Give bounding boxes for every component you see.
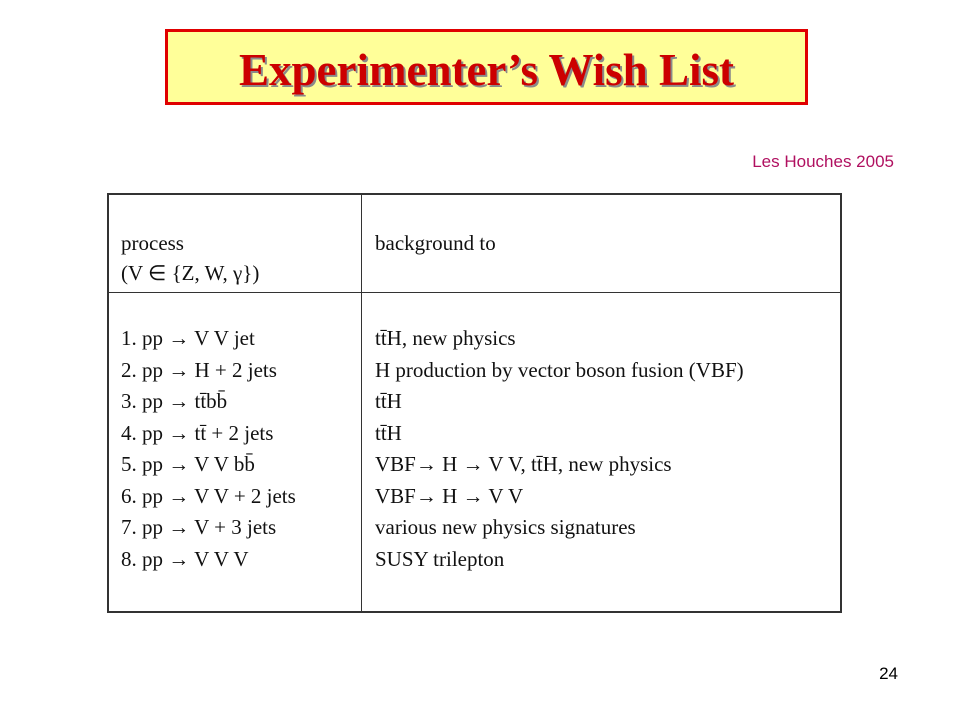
table-row-process: 7. pp → V + 3 jets [121, 515, 277, 539]
table-row-background: VBF→ H → V V [375, 483, 524, 508]
table-row-process: 6. pp → V V + 2 jets [121, 483, 296, 508]
table-row-process: 2. pp → H + 2 jets [121, 357, 277, 382]
table-row-process: 5. pp → V V bb̄ [121, 452, 255, 476]
process-header-note: (V ∈ {Z, W, γ}) [121, 261, 260, 285]
table-row-process: 3. pp → tt̄bb̄ [121, 389, 228, 413]
slide-title: Experimenter’s Wish List [239, 45, 734, 95]
title-box [165, 29, 808, 105]
process-header-cell [121, 228, 259, 288]
table-row-background: VBF→ H → V V, tt̄H, new physics [375, 452, 672, 476]
process-column [121, 323, 296, 575]
table-row-background: tt̄H [375, 389, 402, 413]
table-row-background: H production by vector boson fusion (VBF) [375, 357, 744, 382]
background-header: background to [375, 231, 496, 255]
table-row-process: 4. pp → tt̄ + 2 jets [121, 420, 274, 445]
page-number: 24 [879, 664, 898, 683]
table-row-background: various new physics signatures [375, 515, 636, 539]
table-row-background: tt̄H [375, 420, 402, 445]
source-note: Les Houches 2005 [752, 152, 894, 171]
table-row-background: tt̄H, new physics [375, 326, 516, 350]
process-table [107, 193, 842, 613]
table-row-process: 1. pp → V V jet [121, 326, 255, 350]
column-divider [361, 195, 362, 611]
process-header: process [121, 231, 184, 255]
header-divider [109, 292, 840, 293]
table-row-background: SUSY trilepton [375, 546, 505, 571]
background-column [375, 323, 744, 575]
table-row-process: 8. pp → V V V [121, 546, 249, 571]
